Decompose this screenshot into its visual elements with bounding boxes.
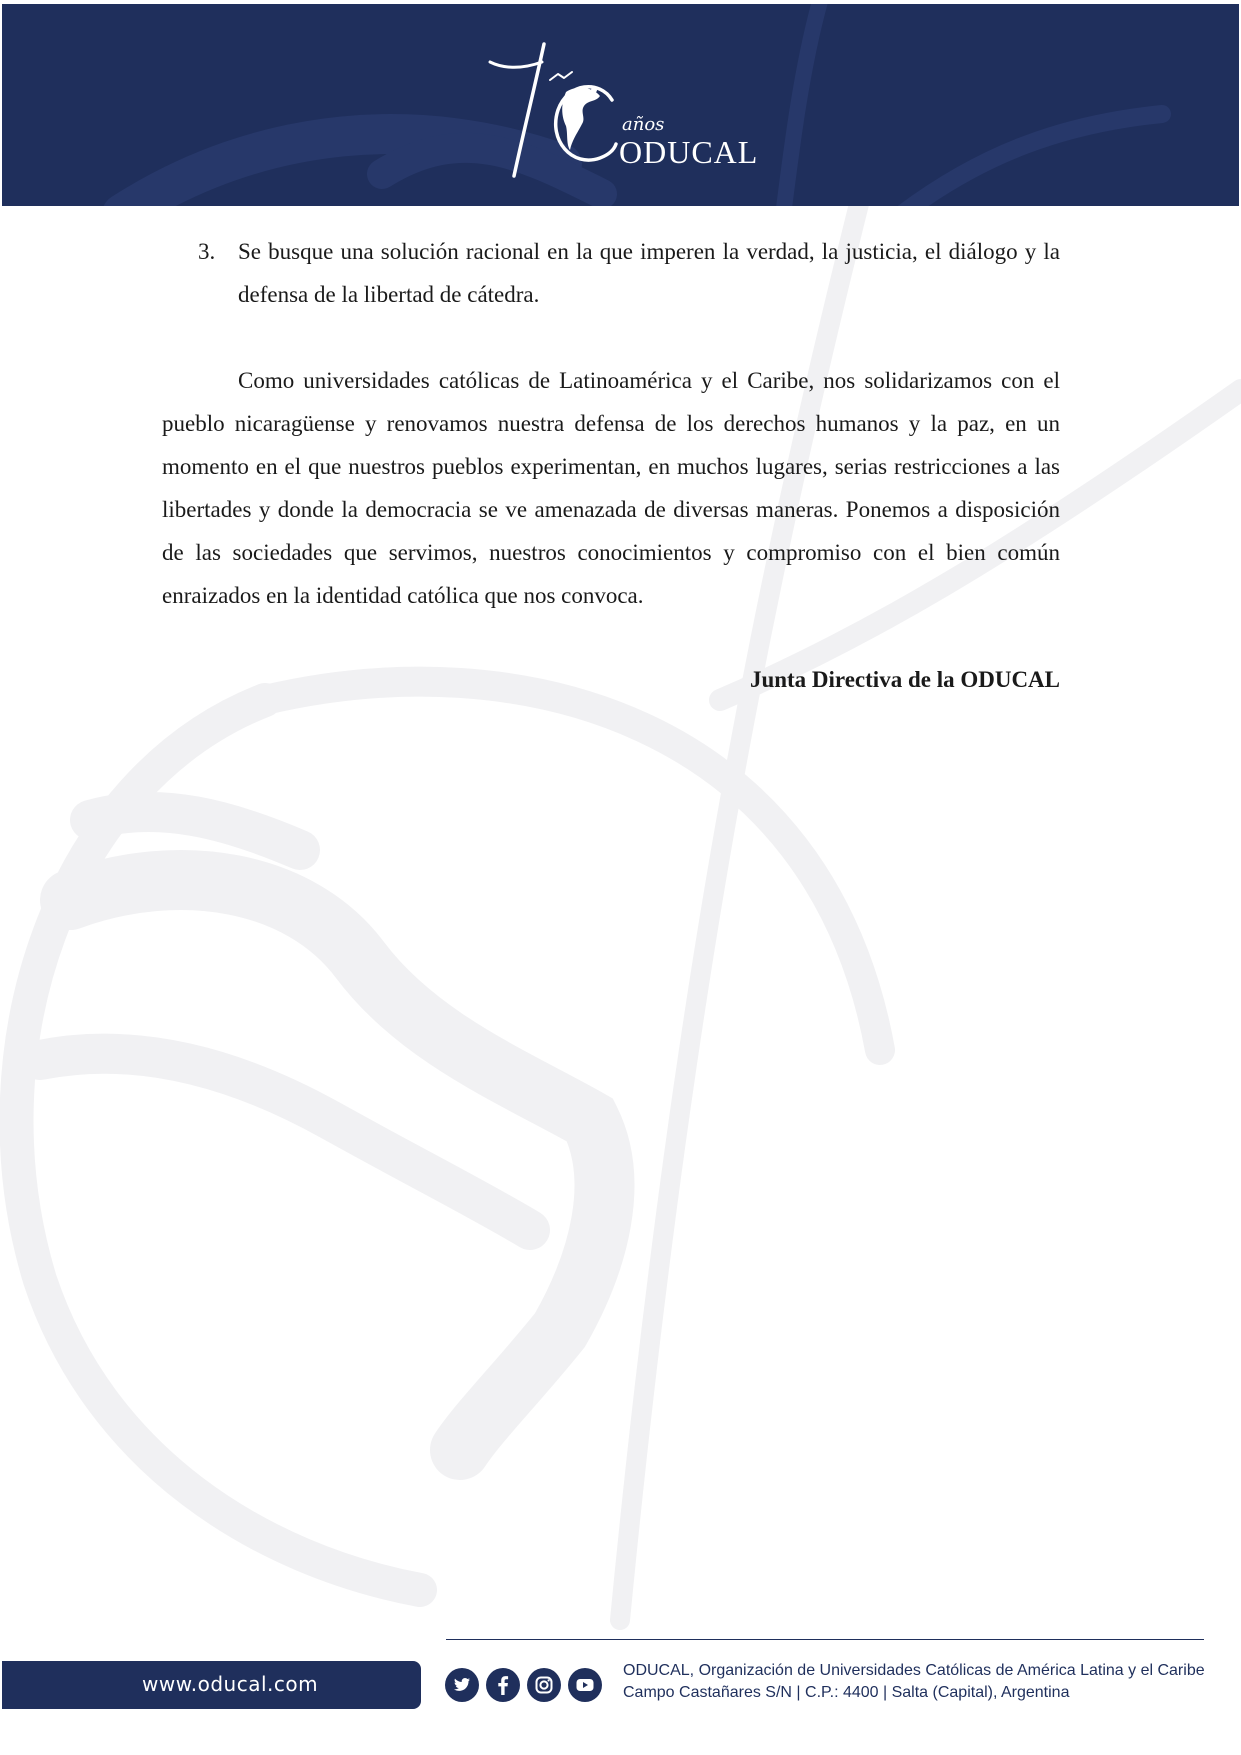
list-item-number: 3. <box>198 239 216 264</box>
facebook-icon[interactable] <box>486 1668 520 1702</box>
footer-divider <box>446 1639 1204 1640</box>
footer-address: Campo Castañares S/N | C.P.: 4400 | Salta (Capital), Argentina <box>623 1684 1070 1701</box>
body-paragraph: Como universidades católicas de Latinoamérica y el Caribe, nos solidarizamos con el pueblo nicaragüense y renovamos nuestra defensa de los derechos humanos y la paz, en un momento en el que nuestros pueblos experimentan, en muchos lugares, serias restricciones a las libertades y donde la democracia se ve amenazada de diversas maneras. Ponemos a disposición de las sociedades que servimos, nuestros conocimientos y compromiso con el bien común enraizados en la identidad católica que nos convoca. <box>162 368 1060 608</box>
footer-contact-info <box>623 1660 1223 1704</box>
website-link[interactable]: www.oducal.com <box>142 1672 319 1696</box>
instagram-icon[interactable] <box>527 1668 561 1702</box>
footer-org-name: ODUCAL, Organización de Universidades Católicas de América Latina y el Caribe <box>623 1662 1205 1679</box>
list-item-text: Se busque una solución racional en la que imperen la verdad, la justicia, el diálogo y la defensa de la libertad de cátedra. <box>238 239 1060 307</box>
header-banner <box>2 4 1239 206</box>
signature: Junta Directiva de la ODUCAL <box>749 667 1060 692</box>
logo-oducal-text: ODUCAL <box>619 134 759 170</box>
website-bar[interactable] <box>2 1661 421 1709</box>
youtube-icon[interactable] <box>568 1668 602 1702</box>
logo-anos-text: años <box>622 114 665 135</box>
twitter-icon[interactable] <box>445 1668 479 1702</box>
